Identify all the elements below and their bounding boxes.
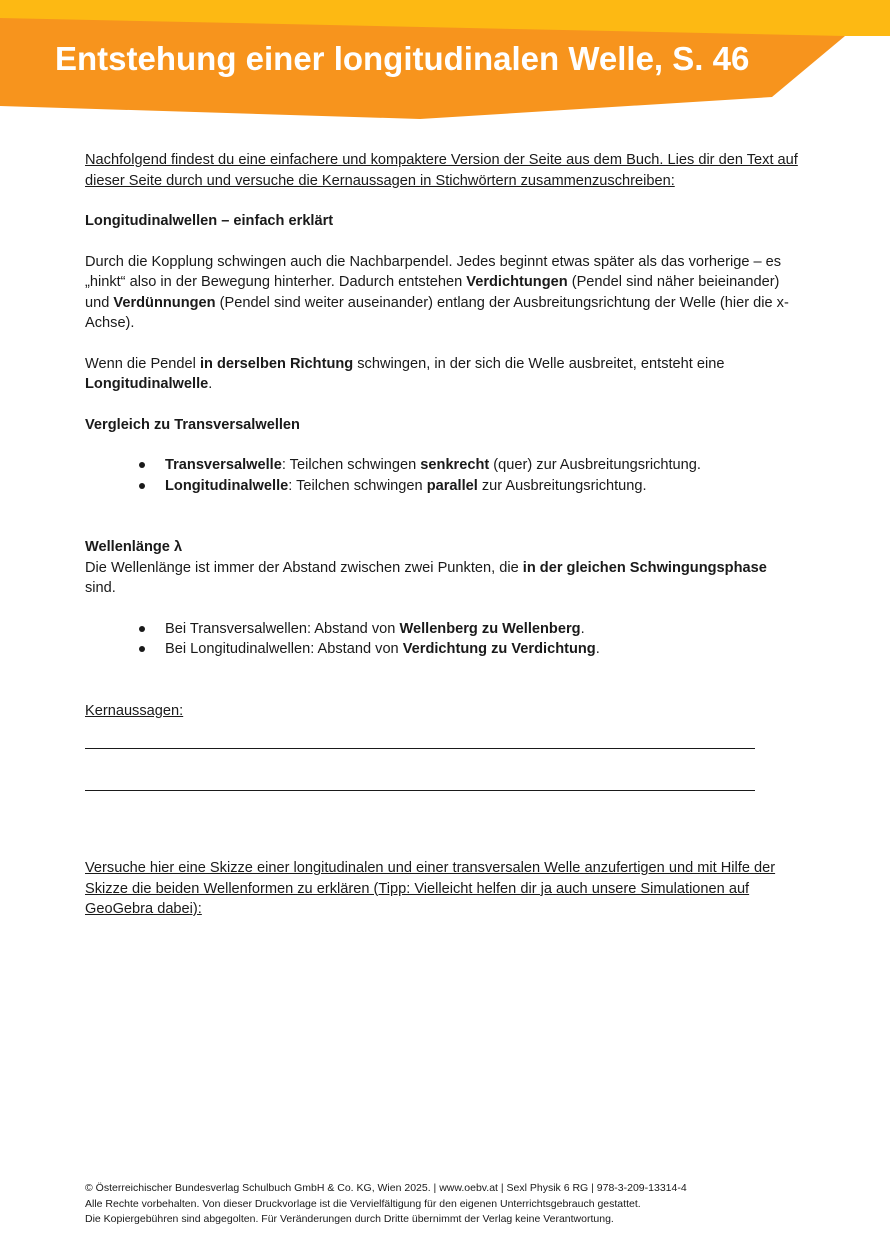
- text: Bei Transversalwellen: Abstand von: [165, 620, 400, 637]
- text: (quer) zur Ausbreitungsrichtung.: [489, 457, 701, 473]
- text: .: [580, 620, 585, 637]
- list-item: [165, 639, 800, 660]
- answer-line-2[interactable]: [85, 790, 755, 791]
- header-banner: [0, 0, 890, 125]
- term: Verdichtung zu Verdichtung: [402, 641, 596, 657]
- section-heading-longitudinal: Longitudinalwellen – einfach erklärt: [85, 213, 334, 229]
- wavelength-list: [85, 619, 800, 660]
- answer-line-1[interactable]: [85, 748, 755, 749]
- section-heading-wavelength: Wellenlänge λ: [85, 539, 183, 555]
- intro-instruction: Nachfolgend findest du eine einfachere und kompaktere Version der Seite aus dem Buch. Lies dir den Text auf dieser Seite durch und versuche die Kernaussagen in Stichwörtern zusammenzuschreiben:: [85, 152, 798, 189]
- text: Wenn die Pendel: [85, 355, 200, 372]
- footer-copyright: © Österreichischer Bundesverlag Schulbuch GmbH & Co. KG, Wien 2025. | www.oebv.at | Sexl Physik 6 RG | 978-3-209-13314-4: [85, 1182, 687, 1194]
- text: (Pendel sind weiter auseinander) entlang der Ausbreitungsrichtung der Welle (hier die x-Achse).: [85, 294, 789, 331]
- text: Durch die Kopplung schwingen auch die Nachbarpendel. Jedes beginnt etwas später als das vorherige – es „hinkt“ also in der Bewegung hinterher. Dadurch entstehen: [85, 253, 782, 290]
- term-same-direction: in derselben Richtung: [199, 355, 354, 372]
- footer: [85, 1181, 845, 1228]
- term: Transversalwelle: [165, 457, 282, 473]
- list-item: [165, 455, 800, 476]
- worksheet-body: [85, 150, 800, 920]
- section-heading-comparison: Vergleich zu Transversalwellen: [85, 416, 300, 433]
- text: (Pendel sind näher beieinander) und: [85, 274, 780, 311]
- page-title: Entstehung einer longitudinalen Welle, S. 46: [55, 40, 750, 77]
- term-verdichtungen: Verdichtungen: [466, 274, 568, 290]
- text: : Teilchen schwingen: [288, 477, 427, 494]
- text: sind.: [85, 580, 116, 596]
- term-phase: in der gleichen Schwingungsphase: [522, 559, 767, 576]
- footer-rights: Alle Rechte vorbehalten. Von dieser Druckvorlage ist die Vervielfältigung für den eigenen Unterrichtsgebrauch gestattet.: [85, 1197, 641, 1210]
- kernaussagen-label: Kernaussagen:: [85, 702, 184, 719]
- text: .: [595, 641, 600, 657]
- term-verduennungen: Verdünnungen: [113, 294, 216, 311]
- paragraph-wavelength: [85, 558, 800, 599]
- text: zur Ausbreitungsrichtung.: [477, 477, 647, 494]
- footer-disclaimer: Die Kopiergebühren sind abgegolten. Für Veränderungen durch Dritte übernimmt der Verlag keine Verantwortung.: [85, 1213, 614, 1225]
- text: Bei Longitudinalwellen: Abstand von: [165, 641, 403, 657]
- comparison-list: [85, 455, 800, 496]
- text: schwingen, in der sich die Welle ausbreitet, entsteht eine: [353, 355, 725, 372]
- term: Longitudinalwelle: [165, 477, 289, 494]
- term: parallel: [426, 477, 478, 494]
- term: Wellenberg zu Wellenberg: [399, 620, 581, 637]
- list-item: [165, 476, 800, 497]
- text: : Teilchen schwingen: [281, 457, 421, 473]
- term: senkrecht: [420, 457, 490, 473]
- term-longitudinalwelle: Longitudinalwelle: [85, 376, 209, 392]
- paragraph-definition: [85, 354, 800, 395]
- text: Die Wellenlänge ist immer der Abstand zwischen zwei Punkten, die: [85, 559, 523, 576]
- paragraph-coupling: [85, 252, 800, 334]
- sketch-instruction: Versuche hier eine Skizze einer longitudinalen und einer transversalen Welle anzufertigen und mit Hilfe der Skizze die beiden Wellenformen zu erklären (Tipp: Vielleicht helfen dir ja auch unsere Simulationen auf GeoGebra dabei):: [85, 860, 776, 917]
- text: .: [208, 376, 213, 392]
- list-item: [165, 619, 800, 640]
